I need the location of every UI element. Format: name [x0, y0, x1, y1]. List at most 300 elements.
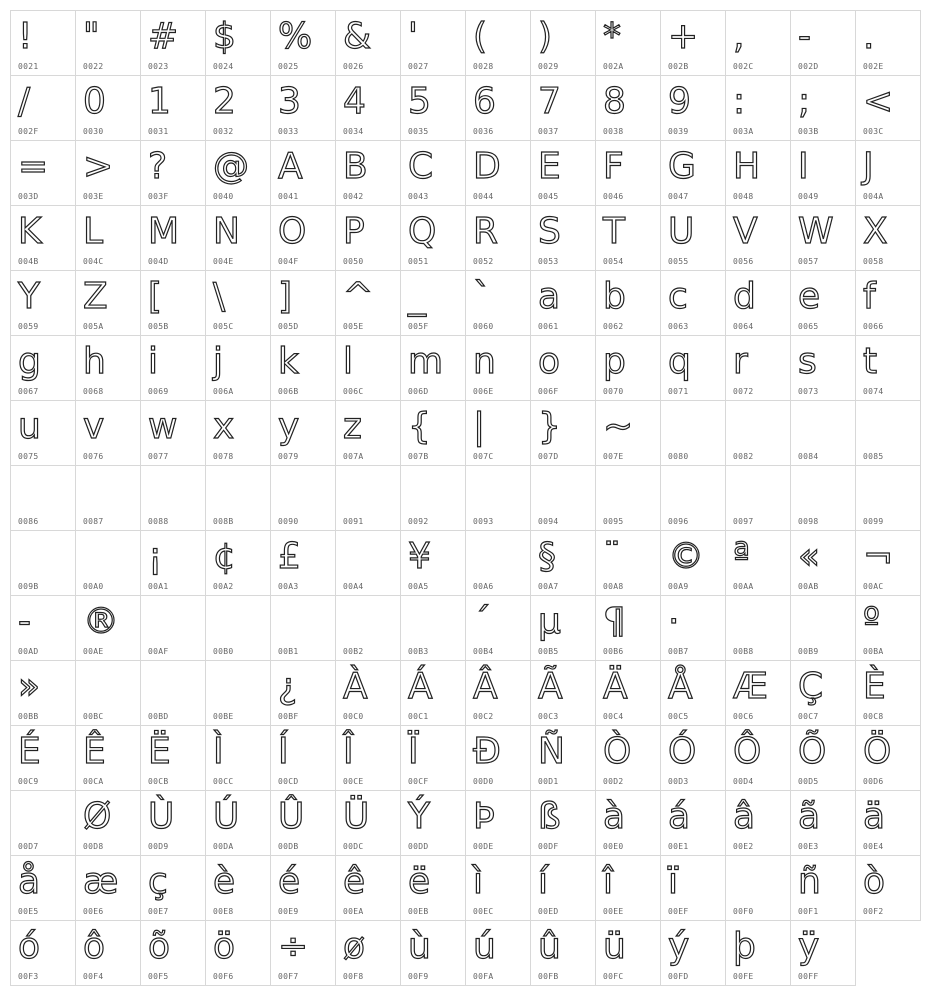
glyph-character: Æ: [733, 666, 769, 707]
glyph-cell: [596, 531, 661, 596]
glyph-codepoint-label: 004B: [18, 257, 39, 266]
glyph-cell: [206, 11, 271, 76]
glyph-character: ,: [733, 16, 745, 57]
glyph-codepoint-label: 0049: [798, 192, 819, 201]
glyph-cell: [726, 206, 791, 271]
glyph-cell: [466, 76, 531, 141]
glyph-cell: [661, 11, 726, 76]
glyph-cell: [791, 531, 856, 596]
glyph-character: è: [213, 861, 236, 902]
glyph-codepoint-label: 002F: [18, 127, 39, 136]
glyph-character: Y: [18, 276, 40, 317]
glyph-cell: [76, 921, 141, 986]
glyph-codepoint-label: 0076: [83, 452, 104, 461]
glyph-codepoint-label: 00DA: [213, 842, 234, 851]
glyph-codepoint-label: 0057: [798, 257, 819, 266]
glyph-cell: [791, 336, 856, 401]
glyph-codepoint-label: 00E2: [733, 842, 754, 851]
glyph-codepoint-label: 00F2: [863, 907, 884, 916]
glyph-character: ¬: [863, 536, 894, 577]
glyph-character: ê: [343, 861, 366, 902]
glyph-codepoint-label: 0034: [343, 127, 364, 136]
glyph-codepoint-label: 0023: [148, 62, 169, 71]
glyph-character: C: [408, 146, 434, 187]
glyph-codepoint-label: 00AF: [148, 647, 169, 656]
glyph-codepoint-label: 0088: [148, 517, 169, 526]
glyph-codepoint-label: 0062: [603, 322, 624, 331]
glyph-codepoint-label: 00B8: [733, 647, 754, 656]
glyph-cell: [11, 791, 76, 856]
glyph-character: á: [668, 796, 691, 837]
glyph-character: É: [18, 731, 41, 772]
glyph-codepoint-label: 0046: [603, 192, 624, 201]
glyph-codepoint-label: 00FA: [473, 972, 494, 981]
glyph-cell: [856, 206, 921, 271]
glyph-codepoint-label: 00CF: [408, 777, 429, 786]
glyph-character: ¿: [278, 666, 298, 707]
glyph-character: Ä: [603, 666, 628, 707]
glyph-character: x: [213, 406, 235, 447]
glyph-cell: [11, 466, 76, 531]
glyph-character: G: [668, 146, 696, 187]
glyph-cell: [11, 336, 76, 401]
glyph-cell: [856, 856, 921, 921]
glyph-cell: [531, 921, 596, 986]
glyph-character: 5: [408, 81, 431, 122]
glyph-cell: [11, 531, 76, 596]
glyph-cell: [206, 921, 271, 986]
glyph-codepoint-label: 0091: [343, 517, 364, 526]
glyph-codepoint-label: 0082: [733, 452, 754, 461]
glyph-cell: [531, 271, 596, 336]
glyph-cell: [791, 856, 856, 921]
glyph-character: f: [863, 276, 876, 317]
glyph-codepoint-label: 00C0: [343, 712, 364, 721]
glyph-codepoint-label: 0067: [18, 387, 39, 396]
glyph-cell: [596, 336, 661, 401]
glyph-character: R: [473, 211, 499, 252]
glyph-cell: [11, 141, 76, 206]
glyph-cell: [271, 531, 336, 596]
glyph-character: ': [408, 16, 418, 57]
glyph-cell: [531, 661, 596, 726]
glyph-character: ª: [733, 536, 750, 577]
glyph-codepoint-label: 00E4: [863, 842, 884, 851]
glyph-character: Û: [278, 796, 305, 837]
glyph-codepoint-label: 005F: [408, 322, 429, 331]
glyph-character: û: [538, 926, 561, 967]
glyph-cell: [661, 76, 726, 141]
glyph-cell: [271, 596, 336, 661]
glyph-codepoint-label: 00A9: [668, 582, 689, 591]
glyph-cell: [726, 596, 791, 661]
glyph-codepoint-label: 00B6: [603, 647, 624, 656]
glyph-character: 4: [343, 81, 366, 122]
glyph-cell: [856, 401, 921, 466]
glyph-cell: [791, 76, 856, 141]
glyph-codepoint-label: 0047: [668, 192, 689, 201]
glyph-character: =: [18, 146, 49, 187]
glyph-cell: [271, 856, 336, 921]
glyph-codepoint-label: 00D4: [733, 777, 754, 786]
glyph-cell: [271, 11, 336, 76]
glyph-codepoint-label: 003F: [148, 192, 169, 201]
glyph-codepoint-label: 0073: [798, 387, 819, 396]
glyph-cell: [206, 206, 271, 271]
glyph-cell: [76, 401, 141, 466]
glyph-cell: [271, 76, 336, 141]
glyph-cell: [726, 661, 791, 726]
glyph-cell: [271, 336, 336, 401]
glyph-character: ©: [668, 536, 704, 577]
glyph-codepoint-label: 0065: [798, 322, 819, 331]
glyph-character: Ò: [603, 731, 632, 772]
glyph-codepoint-label: 00C3: [538, 712, 559, 721]
glyph-character: J: [863, 146, 874, 187]
glyph-character: §: [538, 536, 556, 577]
glyph-codepoint-label: 007D: [538, 452, 559, 461]
glyph-codepoint-label: 004F: [278, 257, 299, 266]
glyph-cell: [206, 336, 271, 401]
glyph-cell: [271, 271, 336, 336]
glyph-codepoint-label: 00B5: [538, 647, 559, 656]
glyph-cell: [466, 401, 531, 466]
glyph-codepoint-label: 0066: [863, 322, 884, 331]
glyph-character: Ý: [408, 796, 430, 837]
glyph-codepoint-label: 0024: [213, 62, 234, 71]
glyph-cell: [726, 271, 791, 336]
glyph-codepoint-label: 0079: [278, 452, 299, 461]
glyph-character: Q: [408, 211, 437, 252]
glyph-codepoint-label: 00D9: [148, 842, 169, 851]
glyph-cell: [596, 596, 661, 661]
glyph-character: j: [213, 341, 224, 382]
glyph-character: þ: [733, 926, 756, 967]
glyph-cell: [76, 76, 141, 141]
glyph-codepoint-label: 006C: [343, 387, 364, 396]
glyph-cell: [336, 466, 401, 531]
glyph-cell: [856, 596, 921, 661]
glyph-codepoint-label: 0031: [148, 127, 169, 136]
glyph-codepoint-label: 00F6: [213, 972, 234, 981]
glyph-cell: [791, 11, 856, 76]
glyph-cell: [206, 596, 271, 661]
glyph-codepoint-label: 0072: [733, 387, 754, 396]
glyph-codepoint-label: 0070: [603, 387, 624, 396]
glyph-codepoint-label: 00E6: [83, 907, 104, 916]
glyph-codepoint-label: 0032: [213, 127, 234, 136]
glyph-cell: [596, 726, 661, 791]
glyph-codepoint-label: 004A: [863, 192, 884, 201]
glyph-character: h: [83, 341, 106, 382]
glyph-cell: [531, 856, 596, 921]
glyph-character: >: [83, 146, 114, 187]
glyph-cell: [141, 726, 206, 791]
glyph-character: d: [733, 276, 756, 317]
glyph-cell: [11, 76, 76, 141]
glyph-character: m: [408, 341, 444, 382]
glyph-codepoint-label: 00BF: [278, 712, 299, 721]
glyph-cell: [466, 596, 531, 661]
glyph-cell: [596, 271, 661, 336]
glyph-cell: [271, 726, 336, 791]
glyph-cell: [596, 11, 661, 76]
glyph-character: ý: [668, 926, 690, 967]
glyph-cell: [206, 271, 271, 336]
glyph-codepoint-label: 00D5: [798, 777, 819, 786]
glyph-codepoint-label: 003D: [18, 192, 39, 201]
glyph-cell: [141, 531, 206, 596]
glyph-cell: [661, 401, 726, 466]
glyph-codepoint-label: 00E3: [798, 842, 819, 851]
glyph-codepoint-label: 00BB: [18, 712, 39, 721]
glyph-character: *: [603, 16, 621, 57]
glyph-character: â: [733, 796, 756, 837]
glyph-codepoint-label: 00F0: [733, 907, 754, 916]
glyph-cell: [141, 791, 206, 856]
glyph-character: [: [148, 276, 163, 317]
glyph-cell: [336, 76, 401, 141]
glyph-codepoint-label: 0025: [278, 62, 299, 71]
glyph-character: P: [343, 211, 365, 252]
glyph-codepoint-label: 00F4: [83, 972, 104, 981]
glyph-codepoint-label: 00F5: [148, 972, 169, 981]
glyph-character: 0: [83, 81, 106, 122]
glyph-cell: [856, 336, 921, 401]
glyph-character: /: [18, 81, 31, 122]
glyph-character: £: [278, 536, 301, 577]
glyph-character: ß: [538, 796, 561, 837]
glyph-character: %: [278, 16, 313, 57]
glyph-character: {: [408, 406, 431, 447]
glyph-codepoint-label: 00DC: [343, 842, 364, 851]
glyph-character: ·: [668, 601, 680, 642]
glyph-character: g: [18, 341, 41, 382]
glyph-cell: [141, 856, 206, 921]
glyph-character: c: [668, 276, 688, 317]
glyph-character: (: [473, 16, 488, 57]
glyph-cell: [336, 531, 401, 596]
glyph-codepoint-label: 00A1: [148, 582, 169, 591]
glyph-character: ü: [603, 926, 626, 967]
glyph-character: ®: [83, 601, 119, 642]
glyph-cell: [336, 726, 401, 791]
glyph-codepoint-label: 00BC: [83, 712, 104, 721]
glyph-character: B: [343, 146, 368, 187]
glyph-cell: [76, 531, 141, 596]
glyph-codepoint-label: 00AB: [798, 582, 819, 591]
glyph-cell: [141, 141, 206, 206]
glyph-cell: [596, 856, 661, 921]
glyph-cell: [531, 726, 596, 791]
glyph-character: r: [733, 341, 748, 382]
glyph-codepoint-label: 00C9: [18, 777, 39, 786]
glyph-codepoint-label: 00CE: [343, 777, 364, 786]
glyph-character: +: [668, 16, 699, 57]
glyph-codepoint-label: 00DD: [408, 842, 429, 851]
glyph-codepoint-label: 00C4: [603, 712, 624, 721]
glyph-character: õ: [148, 926, 171, 967]
glyph-cell: [206, 661, 271, 726]
glyph-codepoint-label: 00D6: [863, 777, 884, 786]
glyph-codepoint-label: 00A5: [408, 582, 429, 591]
glyph-cell: [856, 271, 921, 336]
glyph-cell: [76, 661, 141, 726]
glyph-character: Í: [278, 731, 289, 772]
glyph-codepoint-label: 0041: [278, 192, 299, 201]
glyph-codepoint-label: 0036: [473, 127, 494, 136]
glyph-character: k: [278, 341, 299, 382]
glyph-codepoint-label: 0068: [83, 387, 104, 396]
glyph-character: ö: [213, 926, 236, 967]
glyph-cell: [206, 466, 271, 531]
glyph-character: !: [18, 16, 33, 57]
glyph-codepoint-label: 00FD: [668, 972, 689, 981]
glyph-character: `: [473, 276, 491, 317]
glyph-character: À: [343, 666, 368, 707]
glyph-character: º: [863, 601, 880, 642]
glyph-codepoint-label: 003A: [733, 127, 754, 136]
glyph-cell: [466, 856, 531, 921]
glyph-codepoint-label: 0086: [18, 517, 39, 526]
glyph-cell: [661, 726, 726, 791]
glyph-character: ¶: [603, 601, 626, 642]
glyph-cell: [856, 76, 921, 141]
glyph-character: ä: [863, 796, 886, 837]
glyph-character: b: [603, 276, 626, 317]
glyph-cell: [791, 466, 856, 531]
glyph-codepoint-label: 0094: [538, 517, 559, 526]
glyph-character: F: [603, 146, 624, 187]
glyph-codepoint-label: 002D: [798, 62, 819, 71]
glyph-codepoint-label: 00AA: [733, 582, 754, 591]
glyph-character: <: [863, 81, 894, 122]
glyph-codepoint-label: 00CC: [213, 777, 234, 786]
glyph-character: _: [408, 276, 426, 317]
glyph-cell: [466, 141, 531, 206]
glyph-cell: [531, 791, 596, 856]
glyph-character: H: [733, 146, 761, 187]
glyph-codepoint-label: 0039: [668, 127, 689, 136]
glyph-codepoint-label: 00FF: [798, 972, 819, 981]
glyph-character: I: [798, 146, 809, 187]
glyph-character: D: [473, 146, 501, 187]
glyph-cell: [661, 596, 726, 661]
glyph-character: |: [473, 406, 486, 447]
glyph-character: Ë: [148, 731, 171, 772]
glyph-cell: [856, 466, 921, 531]
glyph-codepoint-label: 00FE: [733, 972, 754, 981]
glyph-character: u: [18, 406, 41, 447]
glyph-codepoint-label: 0071: [668, 387, 689, 396]
glyph-character: 3: [278, 81, 301, 122]
glyph-cell: [661, 271, 726, 336]
glyph-character: Ö: [863, 731, 892, 772]
glyph-cell: [76, 11, 141, 76]
glyph-character: é: [278, 861, 301, 902]
glyph-codepoint-label: 00B7: [668, 647, 689, 656]
glyph-cell: [726, 726, 791, 791]
glyph-cell: [336, 336, 401, 401]
glyph-character: w: [148, 406, 178, 447]
glyph-codepoint-label: 0058: [863, 257, 884, 266]
glyph-cell: [661, 661, 726, 726]
glyph-codepoint-label: 00BD: [148, 712, 169, 721]
glyph-character: ): [538, 16, 553, 57]
glyph-character: ë: [408, 861, 431, 902]
glyph-cell: [206, 856, 271, 921]
glyph-codepoint-label: 00F3: [18, 972, 39, 981]
glyph-codepoint-label: 0074: [863, 387, 884, 396]
glyph-codepoint-label: 006B: [278, 387, 299, 396]
glyph-character: Ô: [733, 731, 762, 772]
glyph-cell: [141, 466, 206, 531]
glyph-cell: [11, 596, 76, 661]
glyph-character: 2: [213, 81, 236, 122]
glyph-character: È: [863, 666, 886, 707]
glyph-cell: [726, 141, 791, 206]
glyph-codepoint-label: 00AD: [18, 647, 39, 656]
glyph-codepoint-label: 007A: [343, 452, 364, 461]
glyph-codepoint-label: 0099: [863, 517, 884, 526]
glyph-cell: [11, 401, 76, 466]
glyph-character: à: [603, 796, 626, 837]
glyph-codepoint-label: 0080: [668, 452, 689, 461]
glyph-character: e: [798, 276, 821, 317]
glyph-character: «: [798, 536, 821, 577]
glyph-codepoint-label: 0048: [733, 192, 754, 201]
glyph-character: »: [18, 666, 41, 707]
glyph-codepoint-label: 0052: [473, 257, 494, 266]
glyph-codepoint-label: 005D: [278, 322, 299, 331]
glyph-codepoint-label: 0061: [538, 322, 559, 331]
glyph-codepoint-label: 0063: [668, 322, 689, 331]
glyph-codepoint-label: 00C1: [408, 712, 429, 721]
glyph-cell: [856, 661, 921, 726]
glyph-codepoint-label: 0021: [18, 62, 39, 71]
glyph-character: î: [603, 861, 614, 902]
glyph-codepoint-label: 00AE: [83, 647, 104, 656]
glyph-codepoint-label: 00B2: [343, 647, 364, 656]
glyph-codepoint-label: 00B3: [408, 647, 429, 656]
glyph-codepoint-label: 00CD: [278, 777, 299, 786]
glyph-cell: [336, 596, 401, 661]
glyph-cell: [401, 401, 466, 466]
glyph-cell: [141, 596, 206, 661]
glyph-codepoint-label: 00FC: [603, 972, 624, 981]
glyph-character: p: [603, 341, 626, 382]
glyph-grid: [10, 10, 921, 986]
glyph-codepoint-label: 00C6: [733, 712, 754, 721]
glyph-cell: [271, 206, 336, 271]
glyph-character: ?: [148, 146, 168, 187]
glyph-codepoint-label: 0077: [148, 452, 169, 461]
glyph-character: Ê: [83, 731, 106, 772]
glyph-codepoint-label: 0026: [343, 62, 364, 71]
glyph-cell: [596, 921, 661, 986]
glyph-character: ñ: [798, 861, 821, 902]
glyph-codepoint-label: 0043: [408, 192, 429, 201]
glyph-cell: [336, 206, 401, 271]
glyph-cell: [531, 76, 596, 141]
glyph-cell: [661, 466, 726, 531]
glyph-character: ]: [278, 276, 293, 317]
glyph-cell: [401, 596, 466, 661]
glyph-codepoint-label: 0078: [213, 452, 234, 461]
glyph-cell: [141, 11, 206, 76]
glyph-codepoint-label: 00CA: [83, 777, 104, 786]
glyph-character: Ú: [213, 796, 240, 837]
